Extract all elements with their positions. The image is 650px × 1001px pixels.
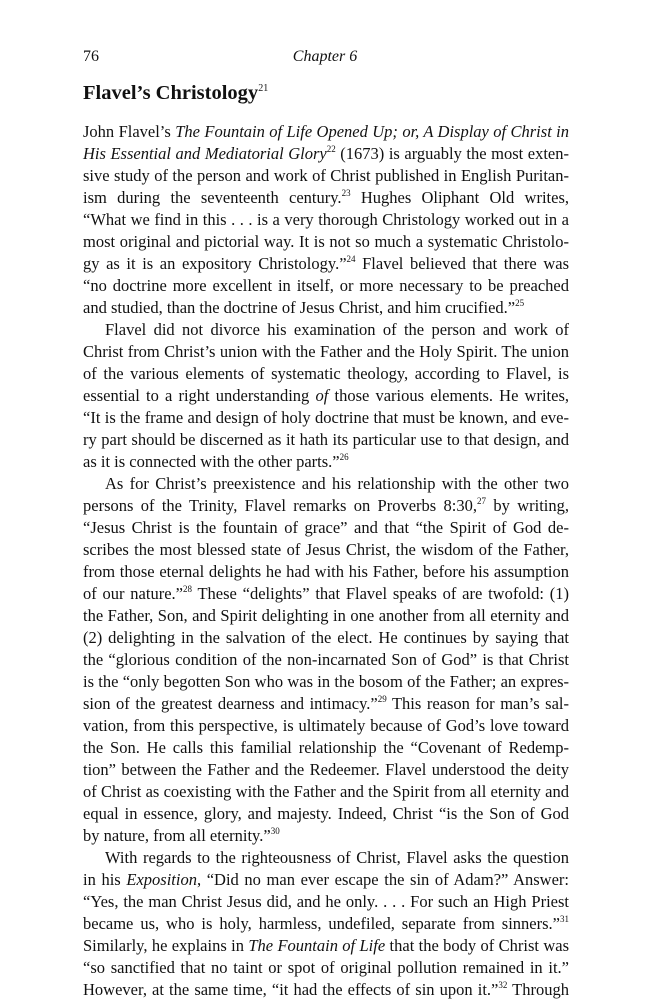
text-run: those various elements. He writes,	[328, 386, 570, 405]
text-run: “Jesus Christ is the fountain of grace” and that “the Spirit of God de-	[83, 518, 569, 537]
text-line	[83, 957, 569, 979]
text-line	[83, 583, 569, 605]
text-run: equal in essence, glory, and majesty. Indeed, Christ “is the Son of God	[83, 804, 569, 823]
text-line	[83, 473, 569, 495]
footnote-ref: 28	[182, 583, 192, 594]
text-line	[83, 759, 569, 781]
footnote-ref: 24	[346, 253, 356, 264]
italic-text: His Essential and Mediatorial Glory	[83, 144, 327, 163]
text-line	[83, 781, 569, 803]
text-run: that the body of Christ was	[385, 936, 569, 955]
italic-text: The Fountain of Life	[248, 936, 386, 955]
text-run: by writing,	[486, 496, 569, 515]
section-title	[83, 82, 268, 105]
text-run: These “delights” that Flavel speaks of are twofold: (1)	[191, 584, 569, 603]
body-text	[83, 121, 569, 1001]
text-run: the “glorious condition of the non-incarnated Son of God” is that Christ	[83, 650, 569, 669]
text-line	[83, 451, 569, 473]
text-line	[83, 715, 569, 737]
text-run: tion” between the Father and the Redeemer. Flavel understood the deity	[83, 760, 569, 779]
text-run: most original and pictorial way. It is not so much a systematic Christolo-	[83, 232, 569, 251]
text-line	[83, 407, 569, 429]
text-run: scribes the most blessed state of Jesus Christ, the wisdom of the Father,	[83, 540, 569, 559]
text-run: Similarly, he explains in	[83, 936, 249, 955]
footnote-ref: 26	[339, 451, 349, 462]
text-run: Through	[507, 980, 569, 999]
text-line	[83, 737, 569, 759]
text-line	[83, 539, 569, 561]
text-line	[83, 605, 569, 627]
text-run: of Christ as coexisting with the Father and the Spirit from all eternity and	[83, 782, 569, 801]
text-run: Christ from Christ’s union with the Father and the Holy Spirit. The union	[83, 342, 569, 361]
italic-text: Exposition	[126, 870, 197, 889]
running-head: Chapter 6	[292, 48, 358, 65]
section-title-text: Flavel’s Christology	[83, 82, 259, 104]
text-run: (2) delighting in the salvation of the elect. He continues by saying that	[83, 628, 569, 647]
text-line	[83, 869, 569, 891]
footnote-ref: 23	[341, 187, 351, 198]
text-line	[83, 693, 569, 715]
text-line	[83, 891, 569, 913]
text-run: of our nature.”	[83, 584, 183, 603]
text-line	[83, 121, 569, 143]
text-run: is the “only begotten Son who was in the bosom of the Father; an expres-	[83, 672, 569, 691]
text-line	[83, 979, 569, 1001]
text-run: However, at the same time, “it had the effects of sin upon it.”	[83, 980, 499, 999]
text-run: This reason for man’s sal-	[386, 694, 569, 713]
text-line	[83, 649, 569, 671]
text-run: Flavel believed that there was	[355, 254, 569, 273]
text-line	[83, 935, 569, 957]
text-line	[83, 297, 569, 319]
text-run: “What we find in this . . . is a very thorough Christology worked out in a	[83, 210, 569, 229]
text-line	[83, 363, 569, 385]
footnote-ref: 25	[515, 297, 525, 308]
text-run: As for Christ’s preexistence and his relationship with the other two	[105, 474, 569, 493]
text-run: persons of the Trinity, Flavel remarks on Proverbs 8:30,	[83, 496, 478, 515]
text-line	[83, 429, 569, 451]
footnote-ref: 32	[498, 979, 508, 990]
text-run: “Yes, the man Christ Jesus did, and he only. . . . For such an High Priest	[83, 892, 569, 911]
footnote-ref: 29	[377, 693, 387, 704]
text-line	[83, 209, 569, 231]
text-line	[83, 627, 569, 649]
text-run: gy as it is an expository Christology.”	[83, 254, 347, 273]
italic-text: of	[315, 386, 329, 405]
text-run: the Son. He calls this familial relationship the “Covenant of Redemp-	[83, 738, 569, 757]
text-run: John Flavel’s	[83, 122, 176, 141]
text-line	[83, 517, 569, 539]
footnote-ref: 22	[326, 143, 336, 154]
text-run: became us, who is holy, harmless, undefiled, separate from sinners.”	[83, 914, 560, 933]
text-run: Flavel did not divorce his examination of the person and work of	[105, 320, 569, 339]
text-run: in his	[83, 870, 127, 889]
text-line	[83, 187, 569, 209]
text-run: vation, from this perspective, is ultimately because of God’s love toward	[83, 716, 569, 735]
text-line	[83, 341, 569, 363]
text-line	[83, 913, 569, 935]
text-line	[83, 275, 569, 297]
text-run: and studied, than the doctrine of Jesus Christ, and him crucified.”	[83, 298, 516, 317]
text-line	[83, 165, 569, 187]
text-line	[83, 847, 569, 869]
text-line	[83, 803, 569, 825]
text-run: , “Did no man ever escape the sin of Adam?” Answer:	[196, 870, 569, 889]
text-run: essential to a right understanding	[83, 386, 316, 405]
footnote-ref: 27	[477, 495, 487, 506]
text-run: “so sanctified that no taint or spot of original pollution remained in it.”	[83, 958, 569, 977]
text-run: “It is the frame and design of holy doctrine that must be known, and eve-	[83, 408, 569, 427]
text-line	[83, 143, 569, 165]
text-run: by nature, from all eternity.”	[83, 826, 271, 845]
footnote-ref: 21	[258, 83, 269, 95]
text-line	[83, 561, 569, 583]
text-run: “no doctrine more excellent in itself, or more necessary to be preached	[83, 276, 569, 295]
footnote-ref: 30	[270, 825, 280, 836]
text-run: from those eternal delights he had with his Father, before his assumption	[83, 562, 569, 581]
text-line	[83, 319, 569, 341]
text-line	[83, 231, 569, 253]
italic-text: The Fountain of Life Opened Up; or, A Display of Christ in	[175, 122, 570, 141]
text-run: sive study of the person and work of Christ published in English Puritan-	[83, 166, 569, 185]
text-line	[83, 253, 569, 275]
text-run: as it is connected with the other parts.”	[83, 452, 340, 471]
footnote-ref: 31	[560, 913, 569, 924]
text-line	[83, 825, 569, 847]
page-header	[83, 48, 567, 70]
text-run: With regards to the righteousness of Christ, Flavel asks the question	[105, 848, 569, 867]
text-run: ry part should be discerned as it hath its particular use to that design, and	[83, 430, 569, 449]
text-line	[83, 495, 569, 517]
text-run: ism during the seventeenth century.	[83, 188, 342, 207]
text-line	[83, 385, 569, 407]
text-line	[83, 671, 569, 693]
text-run: Hughes Oliphant Old writes,	[350, 188, 569, 207]
text-run: the Father, Son, and Spirit delighting in one another from all eternity and	[83, 606, 569, 625]
page-number: 76	[83, 48, 99, 65]
text-run: sion of the greatest dearness and intimacy.”	[83, 694, 378, 713]
text-run: (1673) is arguably the most exten-	[335, 144, 569, 163]
text-run: of the various elements of systematic theology, according to Flavel, is	[83, 364, 569, 383]
